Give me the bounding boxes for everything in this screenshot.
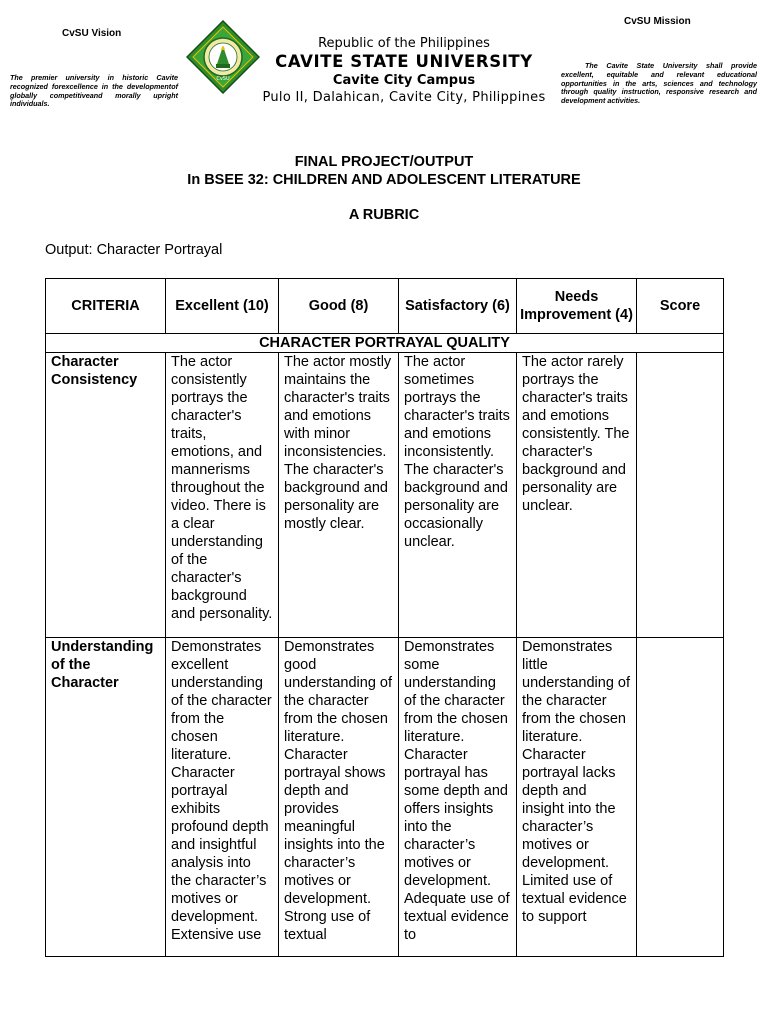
excellent-cell: The actor consistently portrays the character's traits, emotions, and mannerisms throughout the video. There is a clear understanding of the character's background and personality. (166, 353, 279, 638)
university-logo (186, 20, 260, 94)
score-cell[interactable] (637, 353, 724, 638)
header-satisfactory: Satisfactory (6) (399, 279, 517, 334)
header-score: Score (637, 279, 724, 334)
criteria-cell: Character Consistency (46, 353, 166, 638)
document-title (0, 153, 768, 189)
header-criteria: CRITERIA (46, 279, 166, 334)
needs-improvement-cell: The actor rarely portrays the character's traits and emotions consistently. The character's background and personality are unclear. (517, 353, 637, 638)
section-title: CHARACTER PORTRAYAL QUALITY (46, 334, 724, 353)
criteria-cell: Understanding of the Character (51, 639, 154, 691)
campus-name: Cavite City Campus (332, 73, 476, 88)
good-cell: Demonstrates good understanding of the character from the chosen literature. Character portrayal shows depth and provides meaningful insights into the character’s motives or development. Strong use of textual (284, 639, 393, 943)
header-needs-improvement: Needs Improvement (4) (517, 279, 637, 334)
mission-text: The Cavite State University shall provide excellent, equitable and relevant educational opportunities in the arts, sciences and technology through quality instruction, responsive research and development activities. (561, 61, 757, 106)
logo-text: CvSU (216, 76, 230, 82)
needs-improvement-cell: Demonstrates little understanding of the character from the chosen literature. Character portrayal lacks depth and insight into the character’s motives or development. Limited use of textual evidence to support (522, 639, 631, 925)
excellent-cell: Demonstrates excellent understanding of the character from the chosen literature. Character portrayal exhibits profound depth and insightful analysis into the character’s motives or development. Extensive use (171, 639, 272, 943)
header-good: Good (8) (279, 279, 399, 334)
table-row (46, 638, 724, 957)
satisfactory-cell: The actor sometimes portrays the character's traits and emotions inconsistently. The character's background and personality are occasionally unclear. (399, 353, 517, 638)
university-header (256, 36, 552, 106)
output-line: Output: Character Portrayal (45, 242, 223, 258)
rubric-table (45, 278, 724, 957)
satisfactory-cell: Demonstrates some understanding of the character from the chosen literature. Character portrayal has some depth and offers insights into the character’s motives or development. Adequate use of textual evidence to (404, 639, 510, 943)
vision-text: The premier university in historic Cavite recognized forexcellence in the developmentof globally competitiveand morally upright individuals. (10, 73, 178, 109)
title-line-1: FINAL PROJECT/OUTPUT (294, 154, 474, 170)
mission-title: CvSU Mission (624, 16, 691, 27)
table-header-row (46, 279, 724, 334)
rubric-title: A RUBRIC (348, 207, 420, 223)
campus-address: Pulo II, Dalahican, Cavite City, Philippines (262, 90, 546, 105)
table-row (46, 353, 724, 638)
header-excellent: Excellent (10) (166, 279, 279, 334)
republic-line: Republic of the Philippines (318, 36, 490, 51)
good-cell: The actor mostly maintains the character's traits and emotions with minor inconsistencies. The character's background and personality are mostly clear. (279, 353, 399, 638)
score-cell[interactable] (642, 638, 718, 956)
title-line-2: In BSEE 32: CHILDREN AND ADOLESCENT LITERATURE (187, 172, 581, 188)
vision-title: CvSU Vision (62, 28, 122, 39)
university-name: CAVITE STATE UNIVERSITY (275, 52, 533, 71)
section-row (46, 334, 724, 353)
